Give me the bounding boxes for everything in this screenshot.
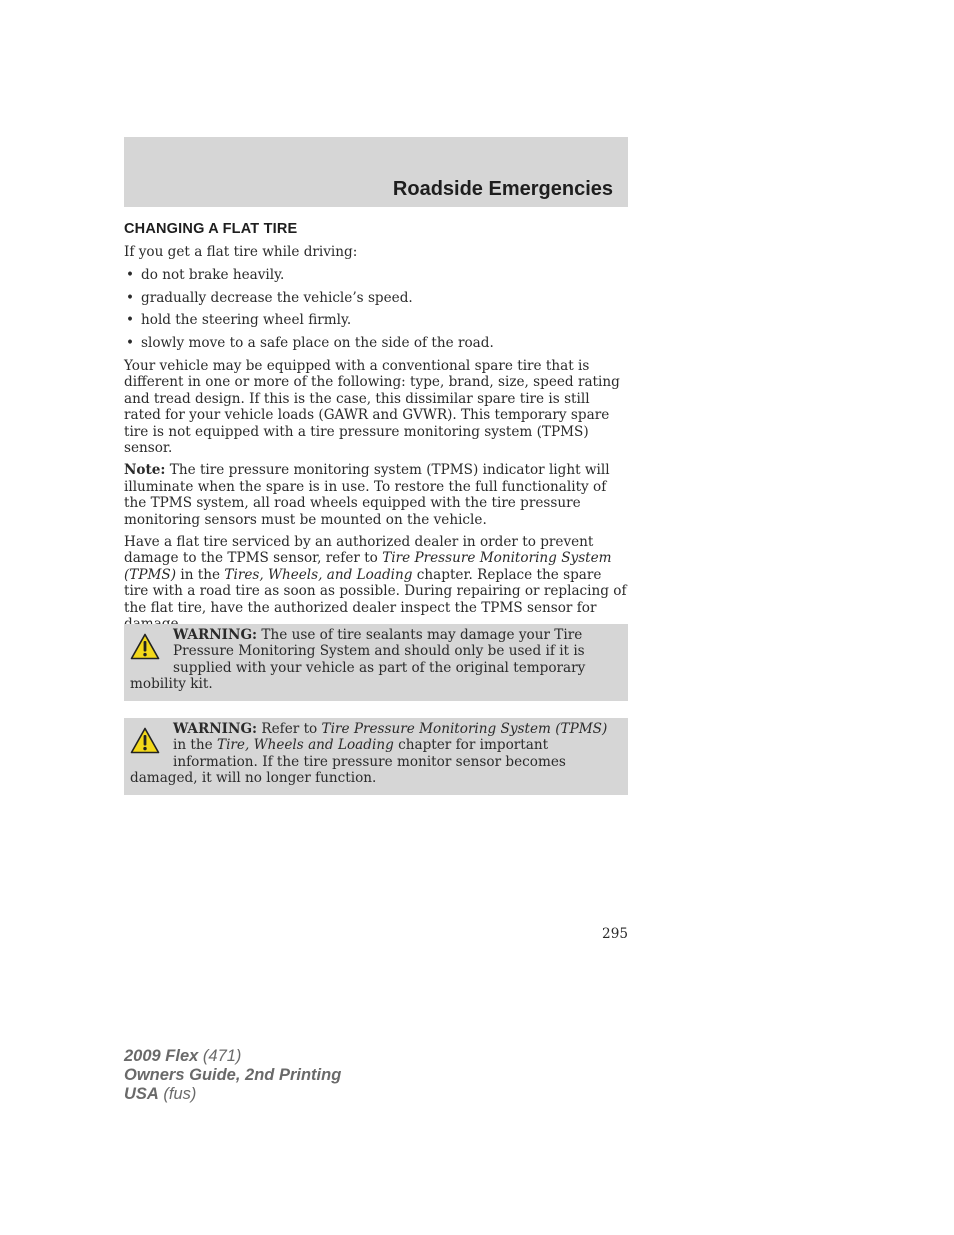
warning-label: WARNING: (173, 627, 258, 643)
warning-text: The use of tire sealants may damage your Tire Pressure Monitoring System and should only be used if it is supplied with your vehicle as part of the original temporary mobility kit. (130, 627, 586, 693)
service-text: in the (176, 566, 225, 583)
footer-line-model (124, 1047, 341, 1066)
service-text: Have a flat tire serviced by an authorized dealer in order to prevent damage to the TPMS sensor, refer to (124, 534, 594, 567)
warning-text: in the (173, 737, 218, 754)
note-paragraph (124, 462, 628, 528)
chapter-reference: Tire, Wheels and Loading (217, 737, 394, 754)
bullet-list (124, 267, 628, 352)
list-item: • gradually decrease the vehicle’s speed. (124, 290, 628, 306)
list-item: • hold the steering wheel firmly. (124, 312, 628, 328)
warning-triangle-icon (130, 633, 160, 660)
footer-line-edition: Owners Guide, 2nd Printing (124, 1066, 342, 1084)
footer-model-code: (471) (198, 1047, 242, 1065)
warning-box-tpms (124, 718, 628, 795)
page-number: 295 (602, 926, 628, 942)
warning-triangle-icon (130, 727, 160, 754)
warning-box-sealants (124, 624, 628, 701)
spare-tire-paragraph: Your vehicle may be equipped with a conventional spare tire that is different in one or more of the following: type, brand, size, speed rating and tread design. If this is the case, this dissimilar spare tire is still rated for your vehicle loads (GAWR and GVWR). This temporary spare tire is not equipped with a tire pressure monitoring system (TPMS) sensor. (124, 358, 620, 457)
service-text: chapter. Replace the spare tire with a road tire as soon as possible. During repairing or replacing of the flat tire, have the authorized dealer inspect the TPMS sensor for (124, 566, 627, 616)
tpms-reference: Tire Pressure Monitoring System (TPMS) (321, 721, 608, 737)
service-paragraph (124, 534, 628, 632)
section-title: Roadside Emergencies (392, 178, 613, 200)
footer-market-code: (fus) (158, 1085, 197, 1103)
warning-text: Refer to (257, 721, 322, 737)
section-header-bar (124, 137, 628, 207)
list-item: • do not brake heavily. (124, 267, 628, 283)
warning-label: WARNING: (173, 721, 258, 737)
warning-text: chapter for important information. If the tire pressure monitor sensor becomes damaged, it will no longer function. (130, 737, 566, 787)
footer-model: 2009 Flex (124, 1047, 199, 1065)
footer-market: USA (124, 1085, 159, 1103)
note-text: The tire pressure monitoring system (TPMS) indicator light will illuminate when the spare is in use. To restore the full functionality of the TPMS system, all road wheels equipped with the tire pressure monitoring sensors must be mounted on the vehicle. (124, 462, 610, 528)
list-item: • slowly move to a safe place on the side of the road. (124, 335, 628, 351)
main-content (124, 221, 628, 639)
tpms-reference: Tire Pressure Monitoring System (TPMS) (124, 550, 612, 583)
footer-line-market (124, 1085, 341, 1104)
document-footer (124, 1047, 341, 1104)
section-heading: CHANGING A FLAT TIRE (124, 221, 298, 237)
note-label: Note: (124, 462, 166, 479)
intro-text: If you get a flat tire while driving: (124, 244, 358, 261)
chapter-reference: Tires, Wheels, and Loading (224, 566, 413, 583)
